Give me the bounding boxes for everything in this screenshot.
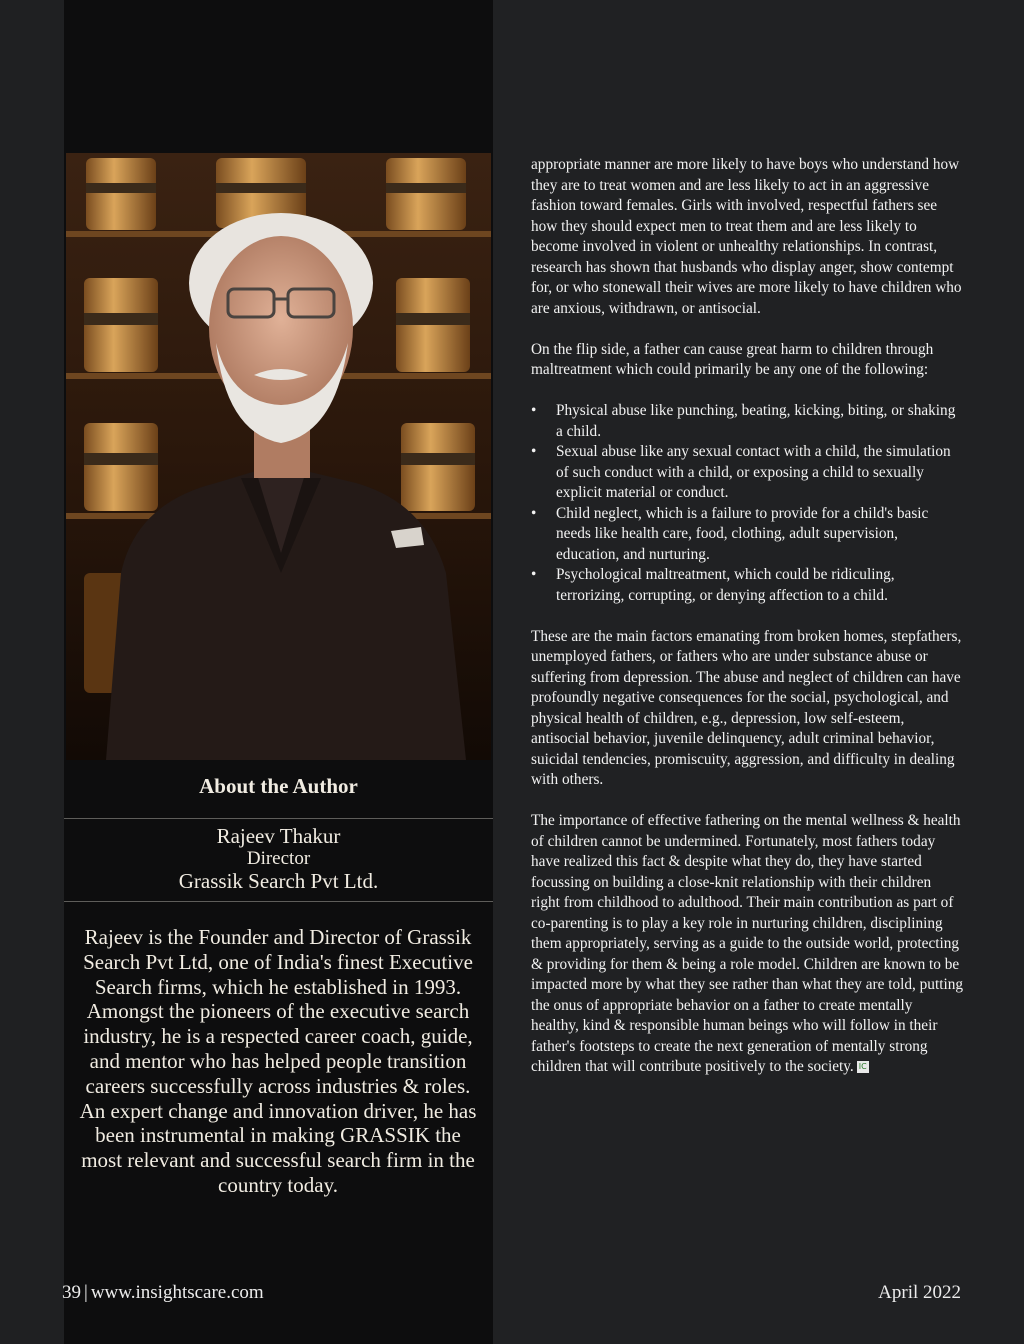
article-paragraph-final [531, 811, 963, 1078]
bullet-icon: • [531, 566, 537, 583]
divider [64, 901, 493, 902]
bullet-icon: • [531, 504, 537, 522]
list-item [531, 565, 963, 606]
author-name: Rajeev Thakur [216, 824, 341, 848]
article-paragraph: These are the main factors emanating from broken homes, stepfathers, unemployed fathers, or fathers who are under substance abuse or suffering from depression. The abuse and neglect of children can have profoundly negative consequences for the social, psychological, and physical health of children, e.g., depression, low self-esteem, antisocial behavior, juvenile delinquency, adult criminal behavior, suicidal tendencies, promiscuity, aggression, and difficulty in dealing with others. [531, 627, 962, 788]
bullet-icon: • [531, 443, 537, 460]
article-body [531, 155, 963, 1098]
website-link[interactable]: www.insightscare.com [90, 1282, 264, 1303]
footer-left [62, 1282, 264, 1304]
author-company: Grassik Search Pvt Ltd. [178, 869, 379, 893]
article-paragraph-text: The importance of effective fathering on the mental wellness & health of children cannot be undermined. Fortunately, most fathers today have realized this fact & despite what they do, they have started focussing on building a close-knit relationship with their children right from childhood to adulthood. Their main contribution as part of co-parenting is to play a key role in nurturing children, disciplining them appropriately, serving as a guide to the outside world, protecting & providing for them & being a role model. Children are known to be impacted more by what they see rather than what they are told, putting the onus of appropriate behavior on a father to create mentally healthy, kind & responsible human beings who will follow in their father's footsteps to create the next generation of mentally strong children that will contribute positively to the society. [531, 812, 963, 1075]
list-item-text: Child neglect, which is a failure to provide for a child's basic needs like health care, food, clothing, adult supervision, education, and nurturing. [556, 504, 929, 563]
article-paragraph: On the flip side, a father can cause great harm to children through maltreatment which could primarily be any one of the following: [531, 340, 934, 378]
list-item-text: Physical abuse like punching, beating, kicking, biting, or shaking a child. [556, 402, 956, 440]
maltreatment-list [531, 401, 963, 606]
author-role: Director [246, 848, 311, 869]
divider [64, 818, 493, 819]
article-paragraph: appropriate manner are more likely to have boys who understand how they are to treat women and are less likely to act in an aggressive fashion toward females. Girls with involved, respectful fathers see how they should expect men to treat them and are less likely to become involved in violent or unhealthy relationships. In contrast, research has shown that husbands who display anger, show contempt for, or who stonewall their wives are more likely to have children who are anxious, withdrawn, or antisocial. [531, 156, 962, 317]
footer-separator: | [84, 1282, 88, 1303]
list-item-text: Psychological maltreatment, which could be ridiculing, terrorizing, corrupting, or denying affection to a child. [556, 566, 895, 604]
end-mark-icon: IC [857, 1061, 869, 1073]
list-item [531, 442, 963, 504]
list-item [531, 401, 963, 442]
list-item [531, 504, 963, 566]
issue-date: April 2022 [878, 1282, 961, 1303]
author-photo [66, 153, 491, 760]
page-number: 39 [62, 1282, 81, 1303]
author-credentials [64, 824, 493, 893]
bullet-icon: • [531, 402, 537, 419]
author-bio: Rajeev is the Founder and Director of Grassik Search Pvt Ltd, one of India's finest Executive Search firms, which he established in 1993. Amongst the pioneers of the executive search industry, he is a respected career coach, guide, and mentor who has helped people transition careers successfully across industries & roles. An expert change and innovation driver, he has been instrumental in making GRASSIK the most relevant and successful search firm in the country today. [79, 925, 477, 1197]
list-item-text: Sexual abuse like any sexual contact with a child, the simulation of such conduct with a child, or exposing a child to sexually explicit material or conduct. [556, 443, 951, 501]
about-author-heading: About the Author [199, 774, 358, 798]
